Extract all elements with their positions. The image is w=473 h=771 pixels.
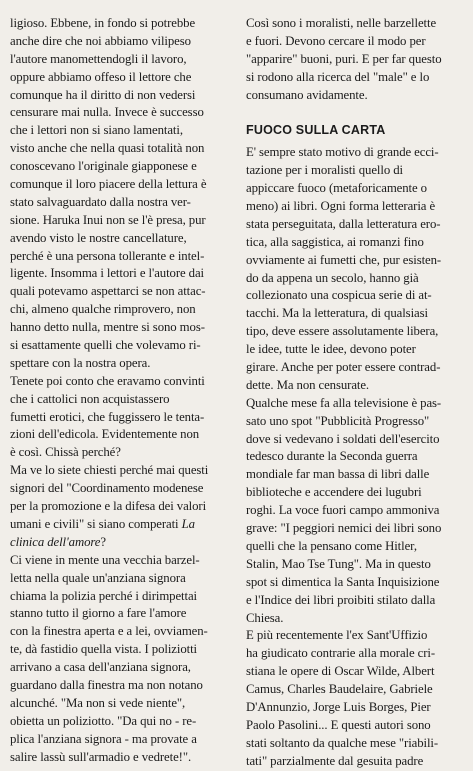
text-line: spettare con la nostra opera. xyxy=(10,355,151,370)
text-line: appiccare fuoco (metaforicamente o xyxy=(246,181,427,196)
text-line: tazione per i moralisti quello di xyxy=(246,163,403,178)
text-line: ovviamente ai fumetti che, pur esisten- xyxy=(246,252,442,267)
text-line: tacchi. Ma la letteratura, di qualsiasi xyxy=(246,306,428,321)
text-line: arrivano a casa dell'anziana signora, xyxy=(10,660,191,675)
text-line: stati soltanto da qualche mese "riabili- xyxy=(246,735,439,750)
text-line: si rodono alla ricerca del "male" e lo xyxy=(246,69,430,84)
text-line: dette. Ma non censurate. xyxy=(246,377,370,392)
text-line: zioni dell'edicola. Evidentemente non xyxy=(10,427,200,442)
right-column xyxy=(246,15,468,771)
text-line: roghi. La voce fuori campo ammoniva xyxy=(246,503,440,518)
text-line: tedesco durante la Seconda guerra xyxy=(246,449,418,464)
text-line: censurare mai nulla. Invece è successo xyxy=(10,105,204,120)
text-line: Qualche mese fa alla televisione è pas- xyxy=(246,395,442,410)
text-line: collezionato una cospicua serie di at- xyxy=(246,288,432,303)
text-line: fumetti erotici, che fuggissero le tenta- xyxy=(10,409,205,424)
right-body-text xyxy=(246,144,468,770)
text-line: stata perseguitata, dalla letteratura ero- xyxy=(246,216,441,231)
text-line: chiama la polizia perché i dirimpettai xyxy=(10,588,198,603)
section-heading: FUOCO SULLA CARTA xyxy=(246,123,386,138)
text-line: obietta un poliziotto. "Da qui no - re- xyxy=(10,713,197,728)
text-line: meno) ai libri. Ogni forma letteraria è xyxy=(246,199,436,214)
text-line: tati" parzialmente dal gesuita padre xyxy=(246,753,424,768)
text-line: ligente. Insomma i lettori e l'autore dai xyxy=(10,266,205,281)
left-column xyxy=(10,15,240,766)
text-line: quali potevamo aspettarci se non attac- xyxy=(10,284,206,299)
text-line: che i lettori non si siano lamentati, xyxy=(10,123,183,138)
text-line: plica l'anziana signora - ma provate a xyxy=(10,731,197,746)
text-line: hanno detto nulla, mentre si sono mos- xyxy=(10,320,205,335)
text-line: D'Annunzio, Jorge Luis Borges, Pier xyxy=(246,699,431,714)
text-line: comunque ha il diritto di non vedersi xyxy=(10,87,196,102)
text-line: Ci viene in mente una vecchia barzel- xyxy=(10,552,200,567)
text-line: Chiesa. xyxy=(246,610,284,625)
text-line: per la promozione e la difesa dei valori xyxy=(10,499,207,514)
text-line: sato uno spot "Pubblicità Progresso" xyxy=(246,413,430,428)
text-line: le idee, tutte le idee, devono poter xyxy=(246,342,416,357)
text-line: perché è una persona tollerante e intel- xyxy=(10,248,205,263)
text-line: consumano avidamente. xyxy=(246,87,368,102)
text-line: dove si vedevano i soldati dell'esercito xyxy=(246,431,440,446)
text-line: E più recentemente l'ex Sant'Uffizio xyxy=(246,628,428,643)
text-line: Stalin, Mao Tse Tung". Ma in questo xyxy=(246,556,431,571)
text-line: Tenete poi conto che eravamo convinti xyxy=(10,373,205,388)
text-line: stiana le opere di Oscar Wilde, Albert xyxy=(246,664,435,679)
text-line: con la finestra aperta e a lei, ovviamen- xyxy=(10,624,208,639)
text-line: E' sempre stato motivo di grande ecci- xyxy=(246,145,439,160)
text-line: stanno tutto il giorno a fare l'amore xyxy=(10,606,187,621)
text-line: umani e civili" si siano comperati La xyxy=(10,516,195,531)
text-line: che i cattolici non acquistassero xyxy=(10,391,170,406)
text-line: mondiale far man bassa di libri dalle xyxy=(246,467,430,482)
text-line: chi, almeno qualche rimprovero, non xyxy=(10,302,196,317)
text-line: "apparire" buoni, puri. E per far questo xyxy=(246,51,442,66)
text-line: biblioteche e accendere dei lugubri xyxy=(246,485,422,500)
text-line: alcunché. "Ma non si vede niente", xyxy=(10,695,186,710)
text-line: guardano dalla finestra ma non notano xyxy=(10,677,203,692)
text-line: anche dire che noi abbiamo vilipeso xyxy=(10,33,191,48)
text-line: tipo, deve essere assolutamente libera, xyxy=(246,324,439,339)
text-line: visto anche che nella quasi totalità non xyxy=(10,141,205,156)
text-line: si esattamente quelli che volevamo ri- xyxy=(10,338,201,353)
text-line: tica, alla saggistica, ai romanzi fino xyxy=(246,234,424,249)
right-intro-paragraph xyxy=(246,15,468,104)
text-line: quelli che la pensano come Hitler, xyxy=(246,538,417,553)
text-line: girare. Anche per poter essere contrad- xyxy=(246,360,441,375)
text-line: e fuori. Devono cercare il modo per xyxy=(246,33,426,48)
text-line: te, dà fastidio quella vista. I poliziotti xyxy=(10,642,197,657)
text-line: stato salvaguardato dalla nostra ver- xyxy=(10,194,191,209)
text-line: e l'Indice dei libri proibiti stilato dalla xyxy=(246,592,436,607)
text-line: letta nella quale un'anziana signora xyxy=(10,570,186,585)
text-line: salire lassù sull'armadio e vedrete!". xyxy=(10,749,192,764)
text-line: do da appena un secolo, hanno già xyxy=(246,270,419,285)
text-line: comunque il loro piacere della lettura è xyxy=(10,177,207,192)
text-line: grave: "I peggiori nemici dei libri sono xyxy=(246,521,442,536)
text-line: signori del "Coordinamento modenese xyxy=(10,481,204,496)
text-line: è così. Chissà perché? xyxy=(10,445,121,460)
text-line: Così sono i moralisti, nelle barzellette xyxy=(246,16,437,30)
text-line: Paolo Pasolini... E questi autori sono xyxy=(246,717,431,732)
text-line: ligioso. Ebbene, in fondo si potrebbe xyxy=(10,16,196,30)
text-line: Camus, Charles Baudelaire, Gabriele xyxy=(246,682,433,697)
section-gap xyxy=(246,104,468,122)
text-line: clinica dell'amore? xyxy=(10,534,106,549)
text-line: oppure abbiamo offeso il lettore che xyxy=(10,69,192,84)
text-line: l'autore manomettendogli il lavoro, xyxy=(10,51,187,66)
text-line: Ma ve lo siete chiesti perché mai questi xyxy=(10,463,209,478)
text-line: spot si dimentica la Santa Inquisizione xyxy=(246,574,440,589)
text-line: conoscevano l'originale giapponese e xyxy=(10,159,197,174)
text-line: ha giudicato contrarie alla morale cri- xyxy=(246,646,436,661)
text-line: sione. Haruka Inui non se l'è presa, pur xyxy=(10,212,206,227)
text-line: avendo visto le nostre cancellature, xyxy=(10,230,187,245)
